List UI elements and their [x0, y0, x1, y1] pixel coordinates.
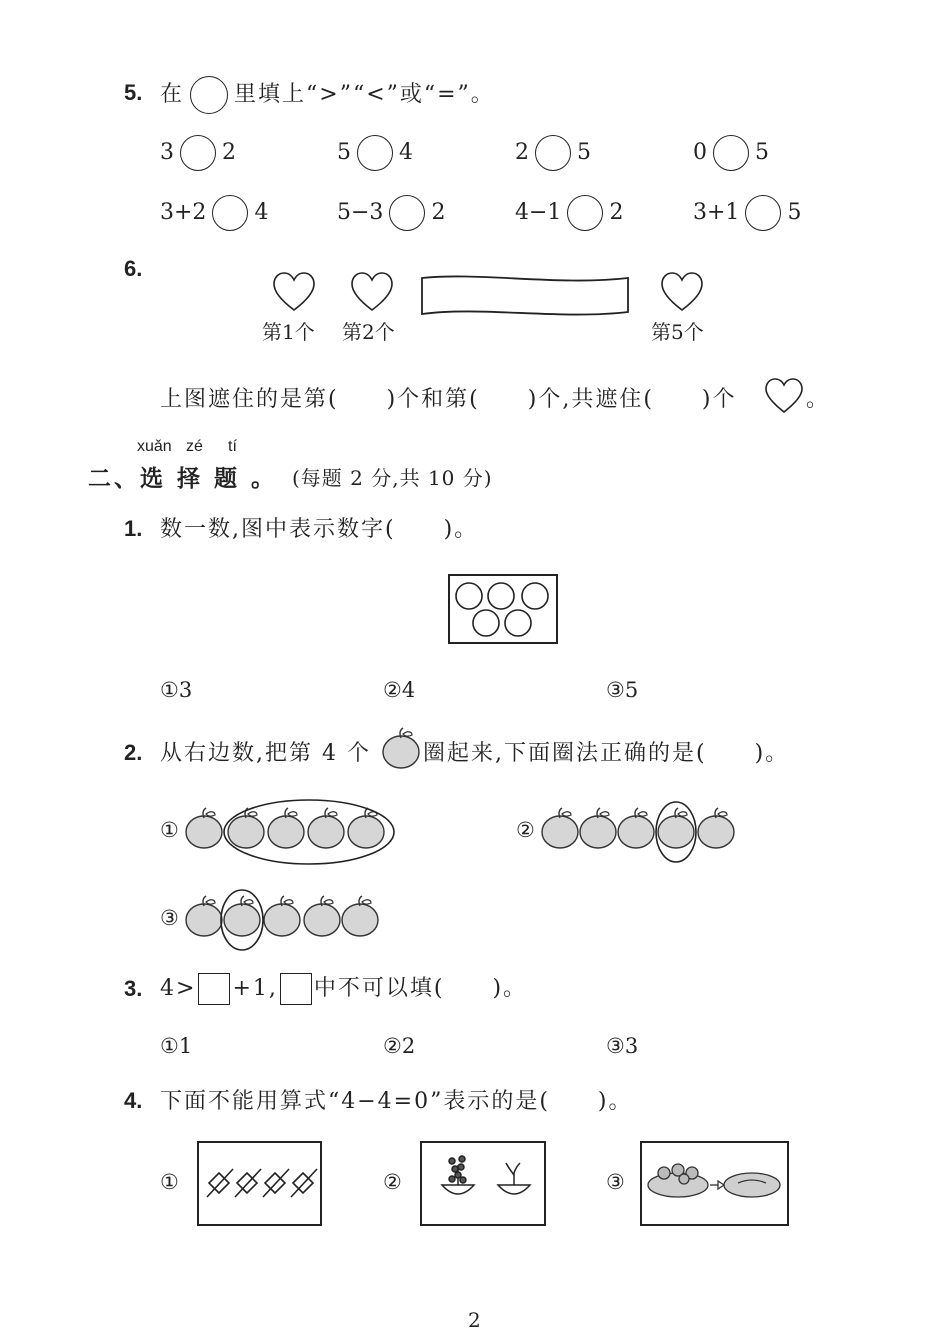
option[interactable]: ②2 — [383, 1034, 416, 1058]
question-6-sentence — [160, 382, 737, 413]
apple-icon — [658, 808, 694, 848]
compare-item: 3+2 4 — [160, 195, 268, 231]
apple-icon — [698, 808, 734, 848]
option-label[interactable]: ③ — [160, 906, 179, 930]
choice-2-text-b: 圈起来,下面圈法正确的是( )。 — [423, 741, 790, 766]
answer-circle[interactable] — [535, 135, 571, 171]
frogs-leaf-drawing — [642, 1143, 787, 1224]
compare-item: 3+1 5 — [693, 195, 801, 231]
compare-item: 5 4 — [337, 135, 413, 171]
pinyin: zé — [186, 438, 203, 455]
apple-icon — [381, 728, 421, 770]
question-6-end: 。 — [806, 387, 831, 412]
answer-circle[interactable] — [745, 195, 781, 231]
circles-drawing — [450, 576, 556, 642]
option[interactable]: ①3 — [160, 678, 193, 702]
choice-2-text-a: 从右边数,把第 4 个 — [160, 741, 371, 766]
apple-icon — [186, 808, 222, 848]
option-label[interactable]: ③ — [606, 1170, 625, 1194]
question-6-number: 6. — [124, 256, 143, 281]
answer-circle[interactable] — [389, 195, 425, 231]
option[interactable]: ②4 — [383, 678, 416, 702]
choice-3-part-a: 4> — [160, 976, 197, 1001]
choice-3-part-c: 中不可以填( )。 — [313, 976, 528, 1001]
compare-item: 0 5 — [693, 135, 769, 171]
apple-icon — [618, 808, 654, 848]
pinyin: xuǎn — [137, 438, 172, 455]
picture-box-3 — [640, 1141, 789, 1226]
choice-2-number: 2. — [124, 740, 143, 765]
choice-4-text: 下面不能用算式“4−4=0”表示的是( )。 — [160, 1089, 633, 1114]
apple-icon — [304, 896, 340, 936]
cover-banner — [420, 272, 630, 320]
section-heading: 二、选 择 题 。 — [88, 466, 278, 492]
apple-icon — [542, 808, 578, 848]
heart-icon — [764, 378, 804, 414]
apple-icon — [268, 808, 304, 848]
question-5-instr-a: 在 — [160, 82, 185, 107]
apple-row-1 — [184, 800, 404, 870]
heart-icon — [350, 272, 394, 312]
question-5-number: 5. — [124, 80, 143, 105]
picture-box-1 — [197, 1141, 322, 1226]
question-6-sentence-text: 上图遮住的是第( )个和第( )个,共遮住( )个 — [160, 387, 737, 412]
option-label[interactable]: ② — [516, 818, 535, 842]
pinyin: tí — [228, 438, 237, 455]
apple-icon — [224, 896, 260, 936]
answer-circle[interactable] — [567, 195, 603, 231]
picture-box-2 — [420, 1141, 546, 1226]
answer-circle[interactable] — [357, 135, 393, 171]
option[interactable]: ③5 — [606, 678, 639, 702]
heart-label: 第1个 — [262, 320, 315, 344]
section-score: (每题 2 分,共 10 分) — [292, 466, 493, 490]
blank-square — [280, 973, 312, 1005]
choice-3-part-b: +1, — [232, 976, 278, 1001]
question-5-instr-b: 里填上“>”“<”或“=”。 — [234, 82, 495, 107]
answer-circle[interactable] — [212, 195, 248, 231]
plant-bowls-drawing — [422, 1143, 544, 1224]
heart-icon — [272, 272, 316, 312]
compare-item: 5−3 2 — [337, 195, 445, 231]
apple-icon — [308, 808, 344, 848]
answer-circle[interactable] — [713, 135, 749, 171]
apple-icon — [342, 896, 378, 936]
choice-3-number: 3. — [124, 976, 143, 1001]
blank-square — [198, 973, 230, 1005]
heart-icon — [660, 272, 704, 312]
option-label[interactable]: ② — [383, 1170, 402, 1194]
heart-label: 第5个 — [651, 320, 704, 344]
choice-1-text: 数一数,图中表示数字( )。 — [160, 517, 479, 542]
compare-item: 2 5 — [515, 135, 591, 171]
answer-circle[interactable] — [180, 135, 216, 171]
choice-1-number: 1. — [124, 516, 143, 541]
compare-item: 3 2 — [160, 135, 236, 171]
circles-box — [448, 574, 558, 644]
option[interactable]: ③3 — [606, 1034, 639, 1058]
apple-icon — [264, 896, 300, 936]
choice-3-text — [160, 971, 527, 1005]
crossed-diamonds-drawing — [199, 1143, 320, 1224]
compare-item: 4−1 2 — [515, 195, 623, 231]
page-number: 2 — [468, 1308, 481, 1332]
apple-icon — [228, 808, 264, 848]
heart-label: 第2个 — [342, 320, 395, 344]
blank-circle-icon — [190, 76, 228, 114]
option[interactable]: ①1 — [160, 1034, 193, 1058]
option-label[interactable]: ① — [160, 1170, 179, 1194]
apple-row-3 — [184, 888, 384, 958]
choice-4-number: 4. — [124, 1088, 143, 1113]
question-5-instruction — [160, 76, 495, 114]
apple-icon — [580, 808, 616, 848]
apple-icon — [186, 896, 222, 936]
apple-row-2 — [540, 800, 740, 870]
option-label[interactable]: ① — [160, 818, 179, 842]
